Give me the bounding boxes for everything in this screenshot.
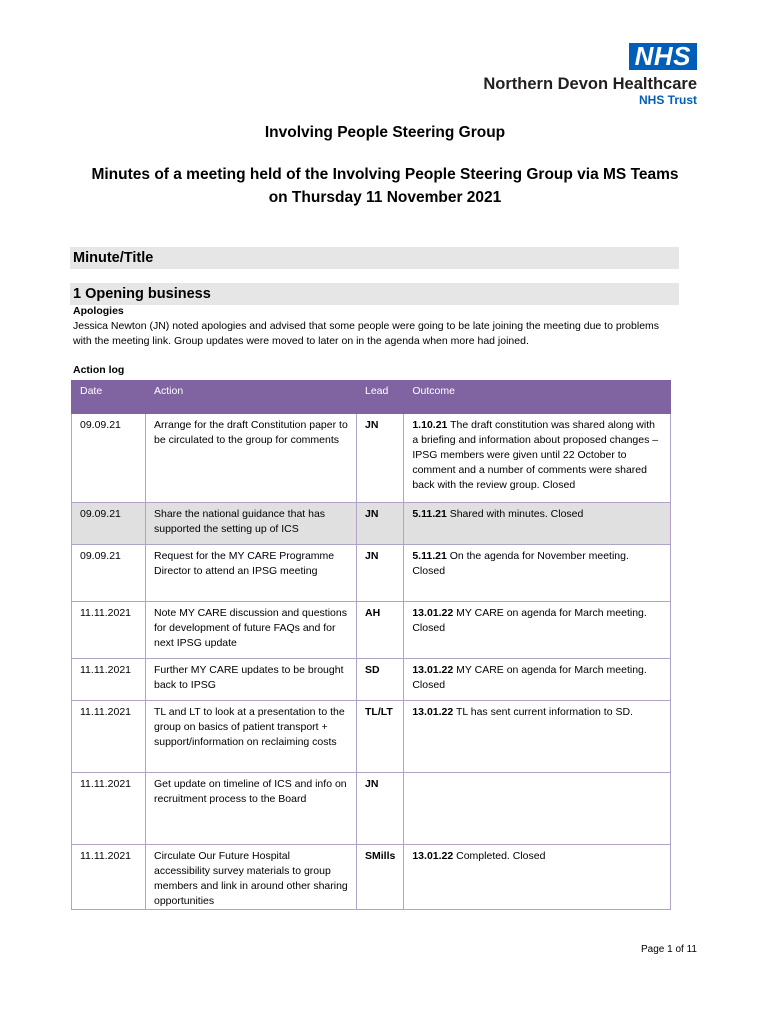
cell-date: 11.11.2021 xyxy=(72,773,146,845)
cell-date: 11.11.2021 xyxy=(72,701,146,773)
cell-action: Request for the MY CARE Programme Director to attend an IPSG meeting xyxy=(146,545,357,602)
nhs-logo-mark: NHS xyxy=(629,43,697,70)
cell-lead: SD xyxy=(357,659,404,701)
action-log-table xyxy=(71,380,671,910)
outcome-date: 13.01.22 xyxy=(412,664,454,676)
cell-action: Further MY CARE updates to be brought back to IPSG xyxy=(146,659,357,701)
document-subtitle: Minutes of a meeting held of the Involving People Steering Group via MS Teams on Thursday 11 November 2021 xyxy=(91,166,679,206)
column-header-lead: Lead xyxy=(357,381,404,414)
cell-action: Circulate Our Future Hospital accessibility survey materials to group members and link in around other sharing opportunities xyxy=(146,845,357,910)
cell-lead: JN xyxy=(357,773,404,845)
cell-lead: JN xyxy=(357,414,404,503)
table-row xyxy=(72,701,671,773)
outcome-text: Shared with minutes. Closed xyxy=(446,508,584,520)
organisation-name: Northern Devon Healthcare xyxy=(483,75,697,93)
table-row xyxy=(72,773,671,845)
action-log-label: Action log xyxy=(73,364,125,376)
cell-date: 11.11.2021 xyxy=(72,845,146,910)
outcome-text: The draft constitution was shared along with a briefing and information about proposed changes – IPSG members were given until 22 October to comment and a number of comments were shared back with the review group. Closed xyxy=(412,419,659,491)
cell-outcome xyxy=(404,773,671,845)
table-header-row xyxy=(72,381,671,414)
table-row xyxy=(72,503,671,545)
cell-outcome xyxy=(404,845,671,910)
table-row xyxy=(72,414,671,503)
cell-date: 09.09.21 xyxy=(72,503,146,545)
cell-lead: AH xyxy=(357,602,404,659)
cell-action: Arrange for the draft Constitution paper to be circulated to the group for comments xyxy=(146,414,357,503)
table-row xyxy=(72,602,671,659)
cell-action: Share the national guidance that has supported the setting up of ICS xyxy=(146,503,357,545)
cell-outcome xyxy=(404,414,671,503)
outcome-date: 5.11.21 xyxy=(412,550,447,562)
cell-action: Note MY CARE discussion and questions for development of future FAQs and for next IPSG update xyxy=(146,602,357,659)
cell-outcome xyxy=(404,659,671,701)
apologies-text: Jessica Newton (JN) noted apologies and advised that some people were going to be late joining the meeting due to problems with the meeting link. Group updates were moved to later on in the agenda when more had joined. xyxy=(73,320,660,347)
outcome-date: 5.11.21 xyxy=(412,508,447,520)
cell-outcome xyxy=(404,701,671,773)
cell-action: Get update on timeline of ICS and info on recruitment process to the Board xyxy=(146,773,357,845)
nhs-logo xyxy=(483,43,697,107)
column-header-date: Date xyxy=(72,381,146,414)
outcome-text: Completed. Closed xyxy=(453,850,546,862)
cell-lead: TL/LT xyxy=(357,701,404,773)
outcome-date: 1.10.21 xyxy=(412,419,448,431)
cell-outcome xyxy=(404,503,671,545)
cell-date: 09.09.21 xyxy=(72,545,146,602)
outcome-text: On the agenda for November meeting. Closed xyxy=(412,550,629,577)
table-row xyxy=(72,659,671,701)
page-number: Page 1 of 11 xyxy=(641,944,697,955)
outcome-text: MY CARE on agenda for March meeting. Closed xyxy=(412,607,647,634)
cell-date: 09.09.21 xyxy=(72,414,146,503)
outcome-date: 13.01.22 xyxy=(412,706,454,718)
outcome-date: 13.01.22 xyxy=(412,850,454,862)
outcome-text: MY CARE on agenda for March meeting. Closed xyxy=(412,664,647,691)
cell-action: TL and LT to look at a presentation to the group on basics of patient transport + support/information on reclaiming costs xyxy=(146,701,357,773)
cell-date: 11.11.2021 xyxy=(72,659,146,701)
outcome-text: TL has sent current information to SD. xyxy=(453,706,633,718)
cell-lead: JN xyxy=(357,545,404,602)
cell-lead: SMills xyxy=(357,845,404,910)
minute-title-heading: Minute/Title xyxy=(70,247,679,269)
table-row xyxy=(72,845,671,910)
table-row xyxy=(72,545,671,602)
cell-lead: JN xyxy=(357,503,404,545)
cell-outcome xyxy=(404,545,671,602)
apologies-label: Apologies xyxy=(73,305,124,317)
cell-date: 11.11.2021 xyxy=(72,602,146,659)
trust-name: NHS Trust xyxy=(638,93,697,107)
column-header-outcome: Outcome xyxy=(404,381,671,414)
column-header-action: Action xyxy=(146,381,357,414)
outcome-date: 13.01.22 xyxy=(412,607,454,619)
cell-outcome xyxy=(404,602,671,659)
document-title: Involving People Steering Group xyxy=(264,124,506,141)
opening-business-heading: 1 Opening business xyxy=(70,283,679,305)
